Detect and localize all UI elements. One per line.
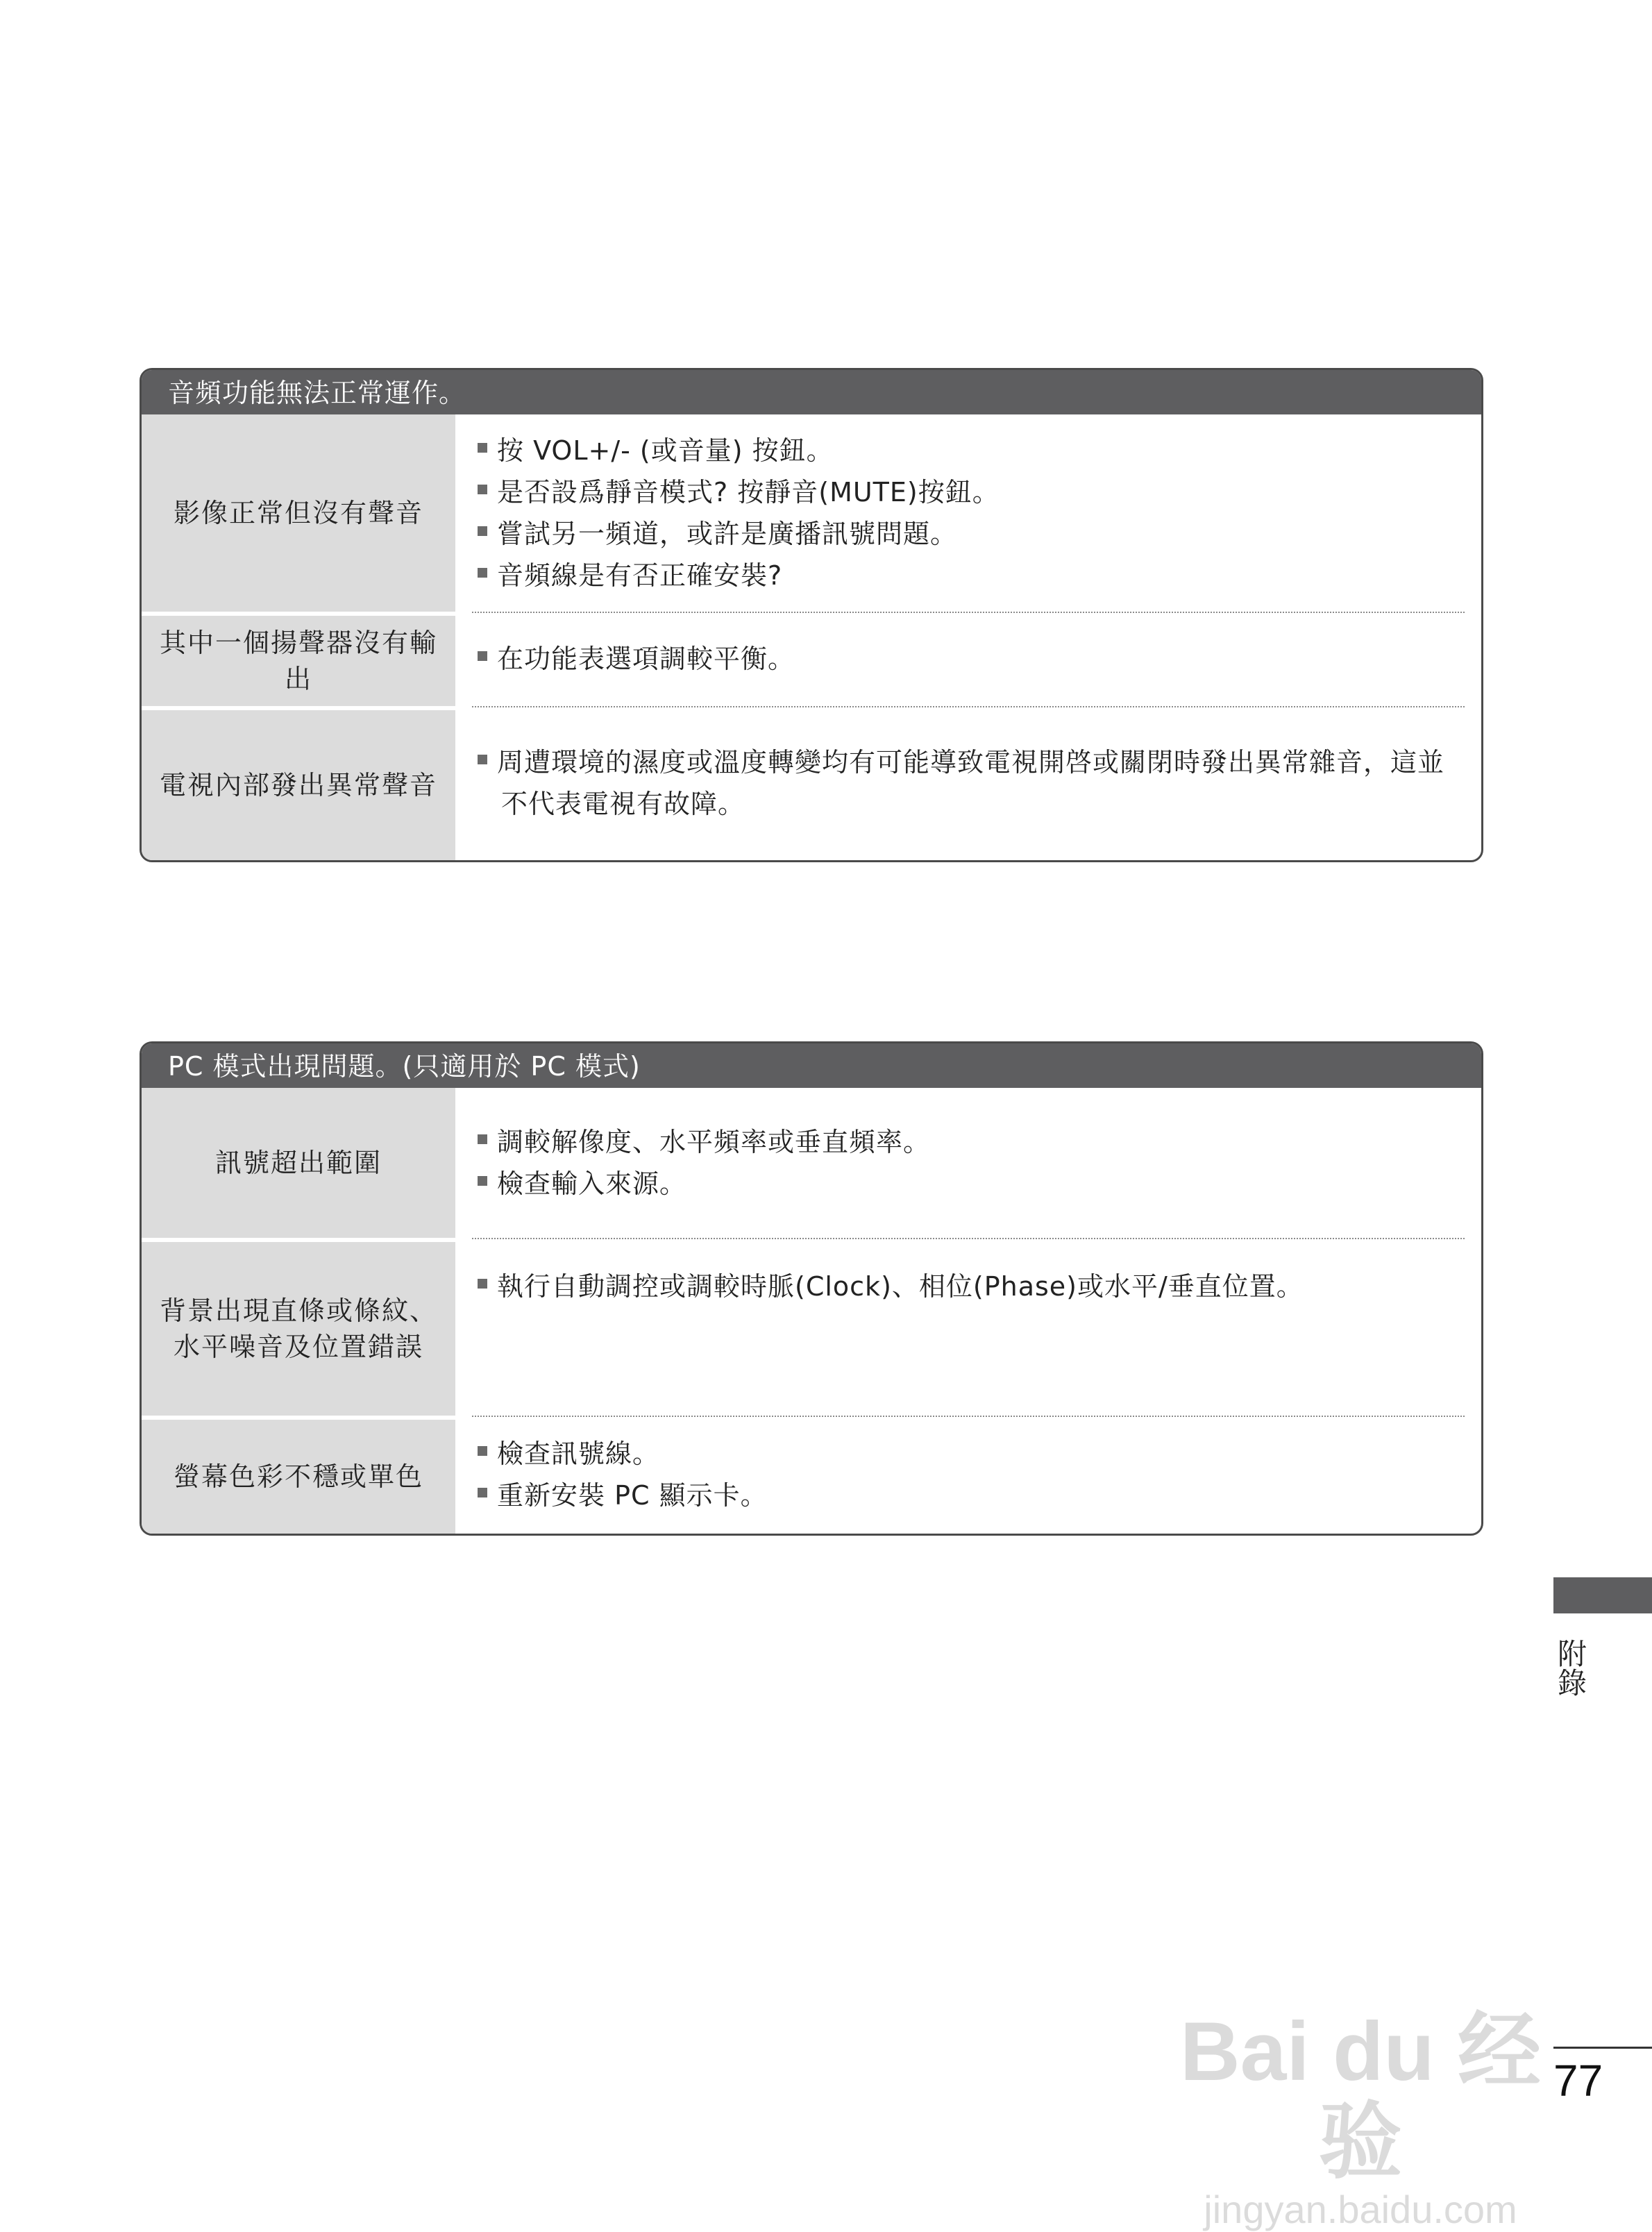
- remedy-item: 重新安裝 PC 顯示卡。: [478, 1475, 1453, 1516]
- table-row: [142, 612, 1481, 706]
- watermark-url: jingyan.baidu.com: [1204, 2188, 1517, 2231]
- symptom-cell: 影像正常但沒有聲音: [142, 414, 455, 612]
- remedy-item: 嘗試另一頻道，或許是廣播訊號問題。: [478, 513, 1453, 555]
- appendix-label: 附錄: [1553, 1638, 1587, 1697]
- audio-troubleshooting-table: [140, 368, 1483, 862]
- symptom-cell: 背景出現直條或條紋、 水平噪音及位置錯誤: [142, 1238, 455, 1416]
- bullet-square-icon: [478, 443, 487, 453]
- remedy-item: 調較解像度、水平頻率或垂直頻率。: [478, 1121, 1453, 1163]
- table-row: [142, 1238, 1481, 1416]
- page-number: 77: [1553, 2056, 1603, 2106]
- remedy-item: 執行自動調控或調較時脈(Clock)、相位(Phase)或水平/垂直位置。: [478, 1266, 1453, 1307]
- bullet-square-icon: [478, 1446, 487, 1456]
- bullet-square-icon: [478, 1176, 487, 1186]
- footer-divider: [1553, 2047, 1652, 2049]
- remedy-cell: [455, 1238, 1481, 1416]
- bullet-square-icon: [478, 1134, 487, 1144]
- remedy-item: 音頻線是有否正確安裝?: [478, 555, 1453, 596]
- section-tab-marker: [1553, 1577, 1652, 1613]
- bullet-square-icon: [478, 755, 487, 764]
- remedy-cell: [455, 1416, 1481, 1534]
- remedy-item: 周遭環境的濕度或溫度轉變均有可能導致電視開啓或關閉時發出異常雜音，這並不代表電視有故障。: [478, 741, 1453, 825]
- table-row: [142, 1416, 1481, 1534]
- pc-section-title: PC 模式出現問題。(只適用於 PC 模式): [142, 1043, 1481, 1088]
- symptom-cell: 訊號超出範圍: [142, 1088, 455, 1238]
- table-row: [142, 706, 1481, 860]
- bullet-square-icon: [478, 526, 487, 536]
- bullet-square-icon: [478, 485, 487, 494]
- remedy-item: 檢查訊號線。: [478, 1433, 1453, 1475]
- remedy-cell: [455, 612, 1481, 706]
- table-row: [142, 414, 1481, 612]
- bullet-square-icon: [478, 651, 487, 661]
- pc-mode-troubleshooting-table: [140, 1041, 1483, 1536]
- remedy-cell: [455, 414, 1481, 612]
- bullet-square-icon: [478, 568, 487, 578]
- symptom-cell: 電視內部發出異常聲音: [142, 706, 455, 860]
- remedy-cell: [455, 706, 1481, 860]
- bullet-square-icon: [478, 1279, 487, 1289]
- remedy-item: 檢查輸入來源。: [478, 1163, 1453, 1205]
- table-row: [142, 1088, 1481, 1238]
- remedy-cell: [455, 1088, 1481, 1238]
- baidu-watermark: [1173, 1958, 1548, 2231]
- remedy-item: 在功能表選項調較平衡。: [478, 638, 1453, 680]
- bullet-square-icon: [478, 1488, 487, 1497]
- watermark-logo: Bai du 经验: [1179, 2005, 1542, 2188]
- symptom-cell: 螢幕色彩不穩或單色: [142, 1416, 455, 1534]
- remedy-item: 是否設爲靜音模式? 按靜音(MUTE)按鈕。: [478, 471, 1453, 513]
- audio-section-title: 音頻功能無法正常運作。: [142, 370, 1481, 414]
- symptom-cell: 其中一個揚聲器沒有輸 出: [142, 612, 455, 706]
- remedy-item: 按 VOL+/- (或音量) 按鈕。: [478, 430, 1453, 471]
